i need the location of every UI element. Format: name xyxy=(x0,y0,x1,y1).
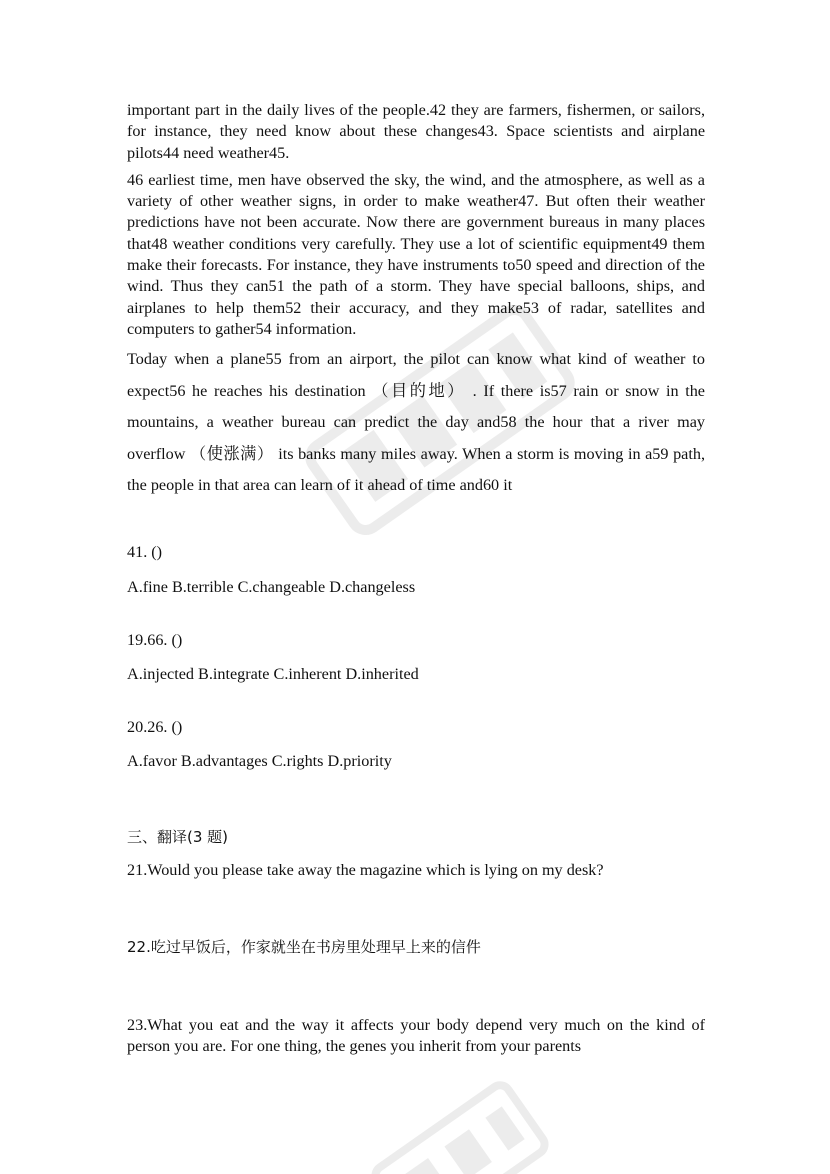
passage-paragraph-3: Today when a plane55 from an airport, the pilot can know what kind of weather to expect56 he reaches his destination （目的地） . If there is57 rain or snow in the mountains, a weather bureau can predict the day and58 the hour that a river may overflow （使涨满） its banks many miles away. When a storm is moving in a59 path, the people in that area can learn of it ahead of time and60 it xyxy=(127,350,705,495)
question-19-number: 19.66. () xyxy=(127,631,183,649)
question-41-options: A.fine B.terrible C.changeable D.changeless xyxy=(127,578,416,596)
translation-question-22: 22.吃过早饭后，作家就坐在书房里处理早上来的信件 xyxy=(127,938,481,956)
reading-passage xyxy=(127,100,705,502)
question-20-options: A.favor B.advantages C.rights D.priority xyxy=(127,752,392,770)
question-41-number: 41. () xyxy=(127,543,163,561)
translation-question-21: 21.Would you please take away the magazine which is lying on my desk? xyxy=(127,861,604,879)
translation-section-heading: 三、翻译(3 题) xyxy=(127,828,229,846)
passage-paragraph-1: important part in the daily lives of the people.42 they are farmers, fishermen, or sailors, for instance, they need know about these changes43. Space scientists and airplane pilots44 need weather45. xyxy=(127,101,705,162)
passage-paragraph-2: 46 earliest time, men have observed the sky, the wind, and the atmosphere, as well as a variety of other weather signs, in order to make weather47. But often their weather predictions have not been accurate. Now there are government bureaus in many places that48 weather conditions very carefully. They use a lot of scientific equipment49 them make their forecasts. For instance, they have instruments to50 speed and direction of the wind. Thus they can51 the path of a storm. They have special balloons, ships, and airplanes to help them52 their accuracy, and they make53 of radar, satellites and computers to gather54 information. xyxy=(127,170,705,338)
question-20-number: 20.26. () xyxy=(127,718,183,736)
question-19-options: A.injected B.integrate C.inherent D.inherited xyxy=(127,665,419,683)
watermark-seal-icon xyxy=(360,1060,560,1174)
translation-question-23: 23.What you eat and the way it affects your body depend very much on the kind of person you are. For one thing, the genes you inherit from your parents xyxy=(127,1016,705,1056)
